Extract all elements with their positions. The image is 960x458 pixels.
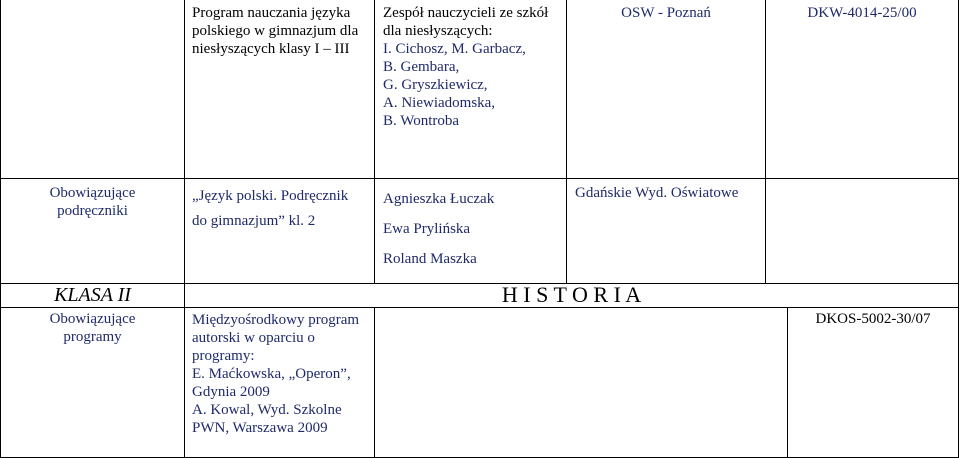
programs-label (1, 310, 184, 346)
textbook-publisher: Gdańskie Wyd. Oświatowe (575, 185, 739, 201)
table-border-left (0, 0, 1, 458)
label-line: podręczniki (57, 203, 128, 219)
program-line: Międzyośrodkowy program (192, 312, 360, 328)
authors-heading: Zespół nauczycieli ze szkół dla niesłyszących: (383, 5, 549, 39)
publisher: OSW - Poznań (621, 5, 711, 21)
label-line: Obowiązujące (49, 311, 136, 327)
program-line: autorski w oparciu o (192, 330, 315, 346)
title-line: „Język polski. Podręcznik (192, 188, 349, 204)
column-divider-3 (374, 307, 375, 458)
author-line: B. Wontroba (383, 113, 460, 129)
class-label: KLASA II (54, 284, 131, 306)
column-divider-1 (184, 0, 185, 458)
program-line: Gdynia 2009 (192, 384, 270, 400)
program-line: A. Kowal, Wyd. Szkolne (192, 402, 342, 418)
textbooks-label (1, 184, 184, 220)
column-divider-2 (374, 0, 375, 283)
title-line: do gimnazjum” kl. 2 (192, 213, 316, 229)
approval-code: DKW-4014-25/00 (807, 5, 917, 21)
column-divider-4 (566, 0, 567, 283)
label-line: Obowiązujące (49, 185, 136, 201)
column-divider-6 (787, 307, 788, 458)
textbook-title (192, 184, 372, 234)
program-line: PWN, Warszawa 2009 (192, 420, 328, 436)
program-line: programy: (192, 348, 255, 364)
author-line: Roland Maszka (383, 251, 477, 267)
author-line: Ewa Prylińska (383, 221, 471, 237)
program-title: Program nauczania języka polskiego w gimnazjum dla niesłyszących klasy I – III (192, 5, 359, 57)
label-line: programy (63, 329, 122, 345)
program-line: E. Maćkowska, „Operon”, (192, 366, 351, 382)
textbook-authors (383, 184, 563, 274)
program-description (192, 311, 374, 437)
row-divider-3 (0, 307, 959, 308)
column-divider-5 (765, 0, 766, 283)
author-line: B. Gembara, (383, 59, 460, 75)
row-divider-1 (0, 178, 959, 179)
author-line: G. Gryszkiewicz, (383, 77, 488, 93)
subject-title: H I S T O R I A (501, 282, 642, 307)
program-code: DKOS-5002-30/07 (815, 311, 931, 327)
table-border-right (958, 0, 959, 458)
author-line: Agnieszka Łuczak (383, 191, 495, 207)
author-line: A. Niewiadomska, (383, 95, 496, 111)
authors-cell (383, 4, 563, 130)
author-line: I. Cichosz, M. Garbacz, (383, 41, 526, 57)
